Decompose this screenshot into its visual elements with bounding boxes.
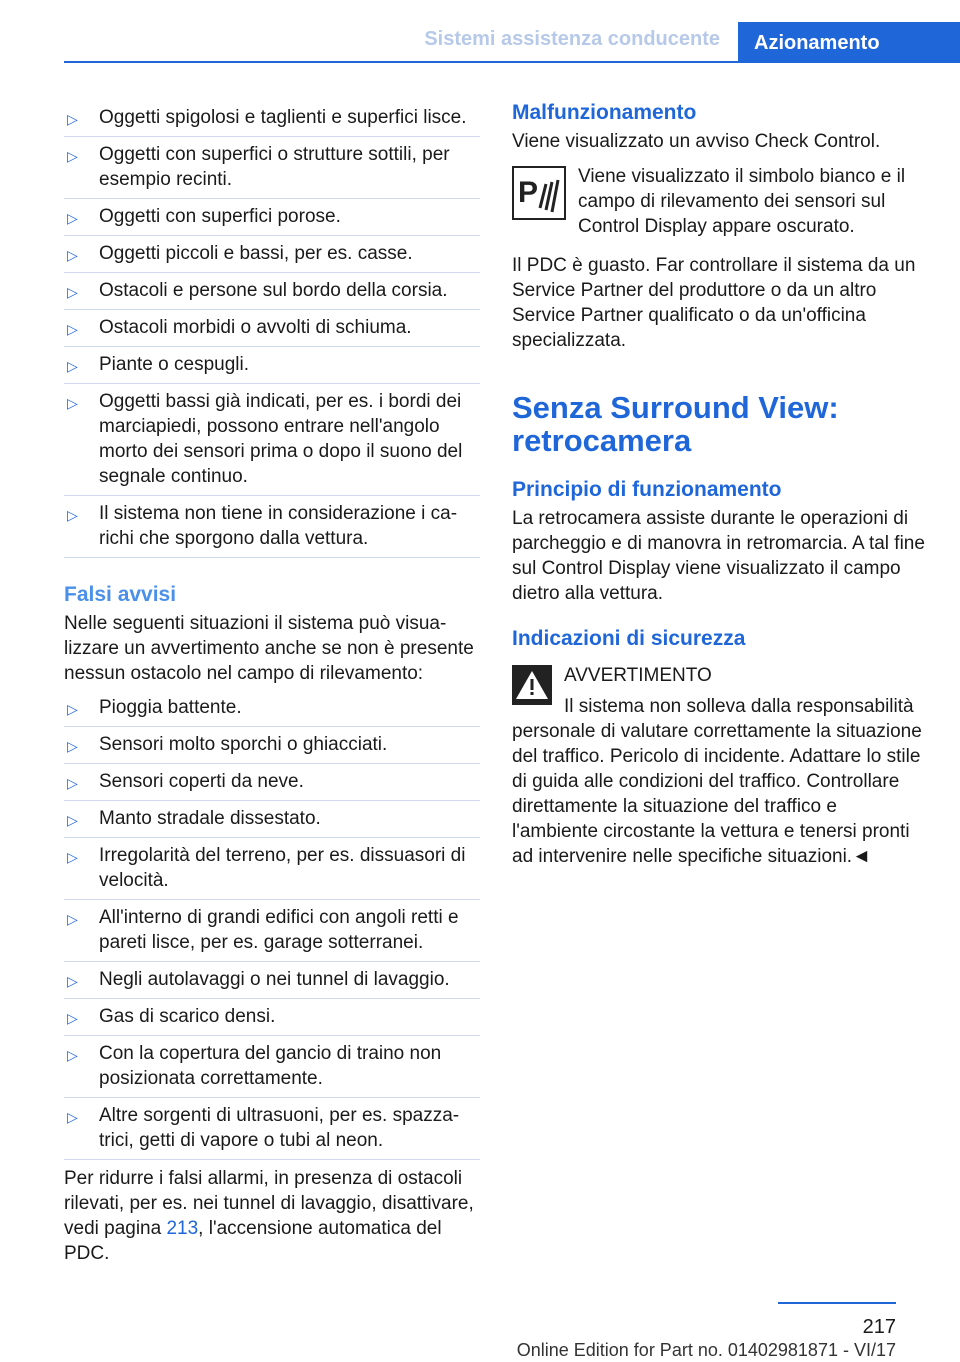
triangle-right-icon: ▷: [67, 738, 78, 754]
section-title: Senza Surround View: retrocamera: [512, 390, 839, 458]
list-item: [64, 801, 480, 838]
list-item-text: Oggetti con superfici porose.: [99, 206, 341, 227]
list-item-text: Manto stradale dissestato.: [99, 808, 321, 829]
edition-note: Online Edition for Part no. 01402981871 - VI/17: [516, 1340, 896, 1360]
malf-text: Viene visualizzato un avviso Check Control.: [512, 131, 881, 152]
header-tab: Azionamento: [738, 22, 960, 62]
header-section-title: Sistemi assistenza conducente: [424, 28, 720, 50]
list-item-text: Gas di scarico densi.: [99, 1006, 276, 1027]
svg-text:P: P: [518, 176, 539, 209]
footer-rule: [778, 1302, 896, 1304]
list-item-text: Pioggia battente.: [99, 697, 242, 718]
list-item-text: Ostacoli morbidi o avvolti di schiuma.: [99, 317, 412, 338]
triangle-right-icon: ▷: [67, 1010, 78, 1026]
list-item: [64, 236, 480, 273]
list-item: [64, 384, 480, 496]
heading-malfunzionamento: Malfunzionamento: [512, 101, 697, 124]
left-column: [64, 100, 480, 1280]
warning-text: Il sistema non solleva dalla responsabilità personale di valutare correttamente la situazione del traffico. Pericolo di incidente. Adattare lo stile di guida alle condizioni del traffico. Controllare direttamente la situazione del traffico e l'ambiente circostante la vettura e tenersi pronti ad intervenire nelle specifiche situazioni.◄: [512, 696, 922, 867]
warning-triangle-icon: [512, 663, 552, 712]
triangle-right-icon: ▷: [67, 1047, 78, 1063]
bullet-list-limits: [64, 100, 480, 558]
list-item: [64, 1098, 480, 1160]
triangle-right-icon: ▷: [67, 775, 78, 791]
page-link[interactable]: 213: [166, 1218, 199, 1239]
bullet-list-false-warnings: [64, 690, 480, 1160]
list-item: [64, 137, 480, 199]
triangle-right-icon: ▷: [67, 507, 78, 523]
list-item: [64, 347, 480, 384]
list-item: [64, 727, 480, 764]
list-item: [64, 900, 480, 962]
triangle-right-icon: ▷: [67, 111, 78, 127]
heading-falsi-avvisi: Falsi avvisi: [64, 583, 177, 606]
list-item-text: Oggetti spigolosi e taglienti e superfici lisce.: [99, 107, 467, 128]
warning-block: [512, 663, 928, 869]
heading-sicurezza: Indicazioni di sicurezza: [512, 627, 746, 650]
list-item: [64, 764, 480, 801]
list-item-text: Oggetti bassi già indicati, per es. i bordi dei marciapiedi, possono entrare nell'angolo morto dei sensori prima o dopo il suono del segnale continuo.: [99, 391, 463, 487]
closing-text-pre: Per ridurre i falsi allarmi, in presenza di ostacoli rilevati, per es. nei tunnel di lavaggio, disattivare, vedi pagina: [64, 1168, 474, 1239]
page-footer: [0, 1302, 896, 1362]
header-rule: [64, 61, 960, 63]
list-item-text: Con la copertura del gancio di traino non posizionata correttamente.: [99, 1043, 442, 1089]
closing-text-post: , l'accensione automatica del PDC.: [64, 1218, 442, 1264]
list-item-text: Altre sorgenti di ultrasuoni, per es. spazzatrici, getti di vapore o tubi al neon.: [99, 1105, 460, 1151]
list-item-text: Ostacoli e persone sul bordo della corsia.: [99, 280, 448, 301]
triangle-right-icon: ▷: [67, 973, 78, 989]
right-column: [512, 100, 928, 869]
list-item-text: Sensori coperti da neve.: [99, 771, 304, 792]
triangle-right-icon: ▷: [67, 247, 78, 263]
list-item: [64, 999, 480, 1036]
list-item: [64, 310, 480, 347]
list-item-text: All'interno di grandi edifici con angoli retti e pareti lisce, per es. garage sotterranei.: [99, 907, 459, 953]
malf-paragraph: Il PDC è guasto. Far controllare il sistema da un Service Partner del produttore o da un altro Service Partner qualificato o da un'officina specializzata.: [512, 255, 916, 351]
heading-principio: Principio di funzionamento: [512, 478, 782, 501]
list-item-text: Il sistema non tiene in considerazione i carichi che sporgono dalla vettura.: [99, 503, 458, 549]
list-item-text: Irregolarità del terreno, per es. dissuasori di velocità.: [99, 845, 466, 891]
list-item: [64, 199, 480, 236]
malf-icon-text: Viene visualizzato il simbolo bianco e il campo di rilevamento dei sensori sul Control Display appare oscurato.: [578, 166, 906, 237]
triangle-right-icon: ▷: [67, 1109, 78, 1125]
falsi-intro: Nelle seguenti situazioni il sistema può visualizzare un avvertimento anche se non è presente nessun ostacolo nel campo di rilevamento:: [64, 613, 474, 684]
list-item: [64, 273, 480, 310]
list-item-text: Sensori molto sporchi o ghiacciati.: [99, 734, 388, 755]
list-item-text: Oggetti con superfici o strutture sottili, per esempio recinti.: [99, 144, 450, 190]
triangle-right-icon: ▷: [67, 395, 78, 411]
pdc-icon-row: [512, 164, 928, 239]
list-item: [64, 962, 480, 999]
principio-text: La retrocamera assiste durante le operazioni di parcheggio e di manovra in retromarcia. A tal fine sul Control Display viene visualizzato il campo dietro alla vettura.: [512, 508, 925, 604]
triangle-right-icon: ▷: [67, 701, 78, 717]
warning-label: AVVERTIMENTO: [564, 665, 712, 686]
list-item: [64, 690, 480, 727]
triangle-right-icon: ▷: [67, 321, 78, 337]
list-item: [64, 1036, 480, 1098]
list-item-text: Negli autolavaggi o nei tunnel di lavaggio.: [99, 969, 450, 990]
list-item: [64, 100, 480, 137]
triangle-right-icon: ▷: [67, 284, 78, 300]
triangle-right-icon: ▷: [67, 849, 78, 865]
page-number: 217: [862, 1316, 896, 1338]
triangle-right-icon: ▷: [67, 911, 78, 927]
list-item-text: Oggetti piccoli e bassi, per es. casse.: [99, 243, 413, 264]
page-header: [64, 0, 960, 62]
list-item-text: Piante o cespugli.: [99, 354, 249, 375]
pdc-sensor-icon: [512, 164, 566, 239]
closing-paragraph: [64, 1166, 480, 1266]
list-item: [64, 496, 480, 558]
list-item: [64, 838, 480, 900]
triangle-right-icon: ▷: [67, 358, 78, 374]
triangle-right-icon: ▷: [67, 148, 78, 164]
triangle-right-icon: ▷: [67, 812, 78, 828]
triangle-right-icon: ▷: [67, 210, 78, 226]
